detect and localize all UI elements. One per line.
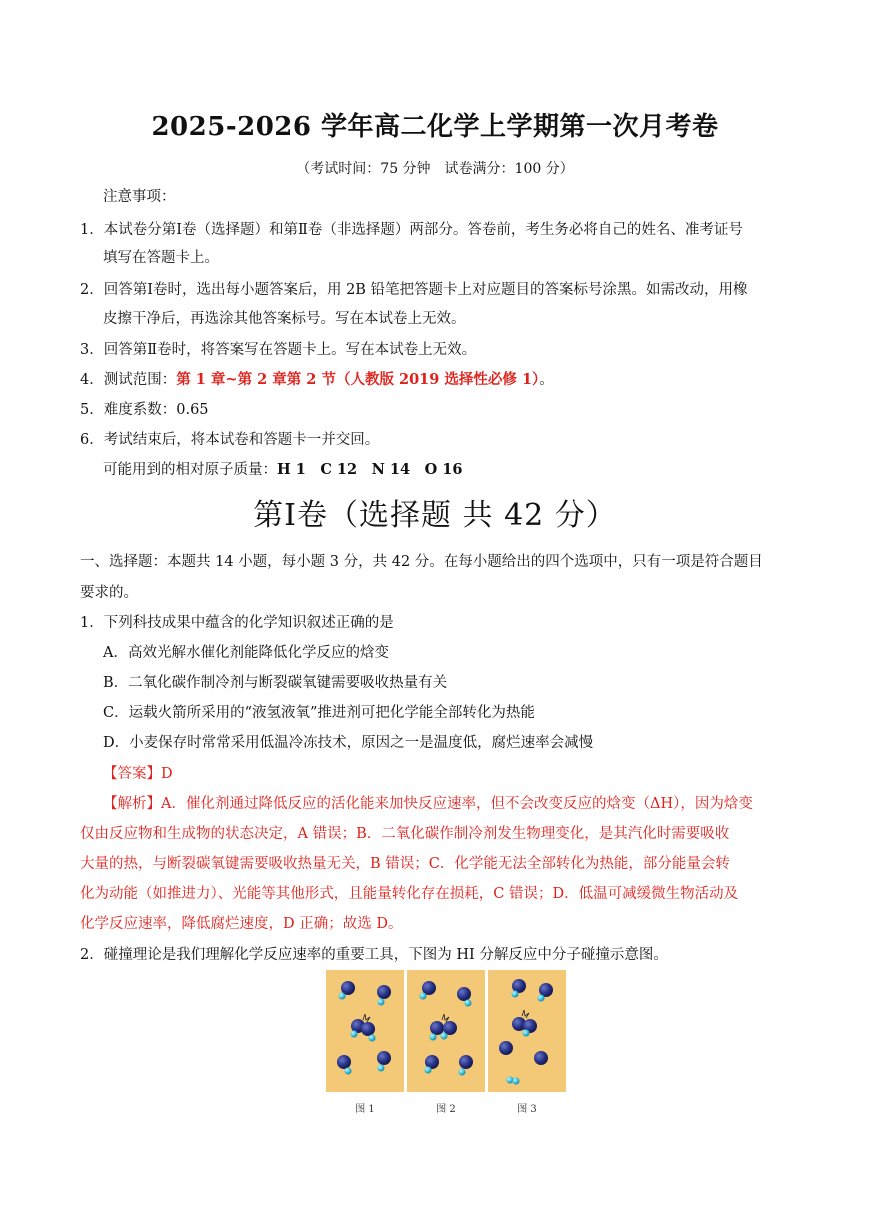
atomic-mass-values: H 1 C 12 N 14 O 16 — [277, 461, 463, 478]
question-1-stem: 1．下列科技成果中蕴含的化学知识叙述正确的是 — [80, 615, 394, 631]
notice-item-text: 测试范围： — [103, 372, 177, 388]
notice-item-2-cont: 皮擦干净后，再选涂其他答案标号。写在本试卷上无效。 — [103, 311, 466, 327]
notice-item-number: 2． — [80, 282, 104, 298]
exam-info: （考试时间：75 分钟 试卷满分：100 分） — [296, 161, 574, 177]
notice-item-6 — [80, 430, 379, 450]
notice-item-text: 考试结束后，将本试卷和答题卡一并交回。 — [103, 432, 380, 448]
page-title: 2025-2026 学年高二化学上学期第一次月考卷 — [151, 112, 719, 142]
atomic-mass-label: 可能用到的相对原子质量： — [103, 462, 277, 478]
question-1-option-c: C．运载火箭所采用的“液氢液氧”推进剂可把化学能全部转化为热能 — [103, 705, 535, 721]
notice-item-suffix: 。 — [539, 372, 554, 388]
notice-item-text: 回答第Ⅱ卷时，将答案写在答题卡上。写在本试卷上无效。 — [103, 342, 477, 358]
notice-item-1-cont: 填写在答题卡上。 — [103, 250, 219, 266]
figure-label-1: 图 1 — [355, 1104, 375, 1115]
notice-item-number: 5． — [80, 402, 104, 418]
figure-label-2: 图 2 — [436, 1104, 456, 1115]
notice-heading: 注意事项： — [103, 189, 176, 205]
atomic-mass-line — [103, 460, 462, 480]
notice-item-3 — [80, 340, 476, 360]
question-1-option-d: D．小麦保存时常常采用低温冷冻技术，原因之一是温度低，腐烂速率会减慢 — [103, 735, 594, 751]
collision-diagram — [326, 970, 566, 1120]
question-1-option-b: B．二氧化碳作制冷剂与断裂碳氧键需要吸收热量有关 — [103, 675, 448, 691]
figure-label-3: 图 3 — [517, 1104, 537, 1115]
notice-item-number: 6． — [80, 432, 104, 448]
notice-item-1 — [80, 220, 743, 240]
test-range: 第 1 章~第 2 章第 2 节（人教版 2019 选择性必修 1） — [176, 371, 540, 388]
question-1-analysis-line: 化学反应速率，降低腐烂速度，D 正确；故选 D。 — [80, 916, 403, 932]
question-1-answer: 【答案】D — [103, 766, 173, 782]
notice-item-text: 难度系数：0.65 — [103, 402, 209, 418]
section-title: 第Ⅰ卷（选择题 共 42 分） — [253, 498, 617, 533]
notice-item-text: 本试卷分第Ⅰ卷（选择题）和第Ⅱ卷（非选择题）两部分。答卷前，考生务必将自己的姓名、准考证号 — [103, 222, 743, 238]
notice-item-5 — [80, 400, 209, 420]
section-intro-cont: 要求的。 — [80, 585, 138, 601]
question-1-analysis-line: 大量的热，与断裂碳氧键需要吸收热量无关，B 错误；C．化学能无法全部转化为热能，部分能量会转 — [80, 856, 730, 872]
notice-item-number: 3． — [80, 342, 104, 358]
notice-item-number: 4． — [80, 372, 104, 388]
question-1-analysis-line: 【解析】A．催化剂通过降低反应的活化能来加快反应速率，但不会改变反应的焓变（ΔH），因为焓变 — [103, 796, 753, 812]
notice-item-4 — [80, 370, 554, 390]
question-1-analysis-line: 化为动能（如推进力）、光能等其他形式，且能量转化存在损耗，C 错误；D．低温可减缓微生物活动及 — [80, 886, 739, 902]
collision-figure — [326, 970, 566, 1120]
notice-item-number: 1． — [80, 222, 104, 238]
question-1-analysis-line: 仅由反应物和生成物的状态决定，A 错误；B．二氧化碳作制冷剂发生物理变化，是其汽化时需要吸收 — [80, 826, 730, 842]
question-2-stem: 2．碰撞理论是我们理解化学反应速率的重要工具，下图为 HI 分解反应中分子碰撞示意图。 — [80, 947, 668, 963]
notice-item-2 — [80, 280, 748, 300]
question-1-option-a: A．高效光解水催化剂能降低化学反应的焓变 — [103, 645, 389, 661]
notice-item-text: 回答第Ⅰ卷时，选出每小题答案后，用 2B 铅笔把答题卡上对应题目的答案标号涂黑。如需改动，用橡 — [103, 282, 748, 298]
section-intro: 一、选择题：本题共 14 小题，每小题 3 分，共 42 分。在每小题给出的四个选项中，只有一项是符合题目 — [80, 554, 763, 570]
